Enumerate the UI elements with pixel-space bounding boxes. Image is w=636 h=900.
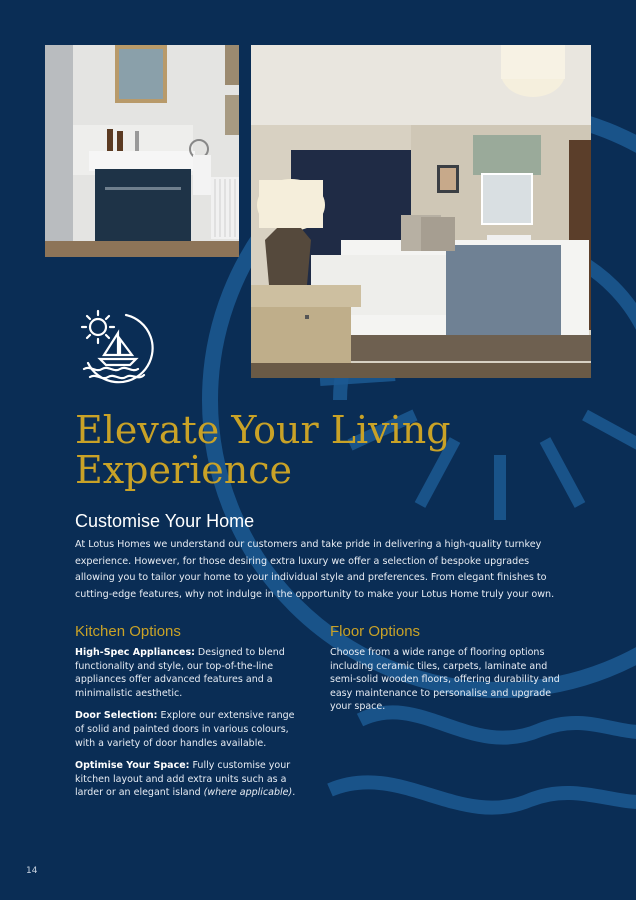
floor-options-section xyxy=(330,623,560,723)
kitchen-item-label: Optimise Your Space: xyxy=(75,760,190,772)
kitchen-item-note: (where applicable) xyxy=(203,787,293,799)
bathroom-vanity-photo xyxy=(45,45,239,257)
customise-body: At Lotus Homes we understand our customers and take pride in delivering a high-quality turnkey experience. However, for those desiring extra luxury we offer a selection of bespoke upgrades allowing you to tailor your home to your individual style and preferences. From elegant finishes to cutting-edge features, why not indulge in the opportunity to make your Lotus Home truly your own. xyxy=(75,539,555,600)
kitchen-item-space xyxy=(75,759,305,800)
kitchen-options-title: Kitchen Options xyxy=(75,623,181,640)
headline-line-2: Experience xyxy=(75,448,293,492)
kitchen-item-appliances xyxy=(75,646,305,700)
kitchen-item-label: Door Selection: xyxy=(75,710,158,722)
page-number: 14 xyxy=(26,866,38,876)
floor-options-body: Choose from a wide range of flooring options including ceramic tiles, carpets, laminate and semi-solid wooden floors, offering durability and easy maintenance to personalise and upgrade your space. xyxy=(330,647,560,713)
kitchen-options-section xyxy=(75,623,305,809)
sun-sailboat-logo xyxy=(74,303,160,389)
kitchen-item-text: Designed to blend functionality and style, our top-of-the-line appliances offer advanced features and a minimalistic aesthetic. xyxy=(75,647,285,699)
page-headline xyxy=(75,410,575,490)
headline-line-1: Elevate Your Living xyxy=(75,408,451,452)
kitchen-item-label: High-Spec Appliances: xyxy=(75,647,195,658)
kitchen-item-tail: . xyxy=(292,787,296,799)
bedroom-photo xyxy=(251,45,591,378)
kitchen-item-text: Fully customise your kitchen layout and add extra units such as a larder or an elegant island xyxy=(75,760,291,799)
kitchen-item-text: Explore our extensive range of solid and painted doors in various colours, with a variety of door handles available. xyxy=(75,710,295,749)
kitchen-item-doors xyxy=(75,709,305,750)
floor-options-title: Floor Options xyxy=(330,623,421,640)
customise-title: Customise Your Home xyxy=(75,511,255,531)
